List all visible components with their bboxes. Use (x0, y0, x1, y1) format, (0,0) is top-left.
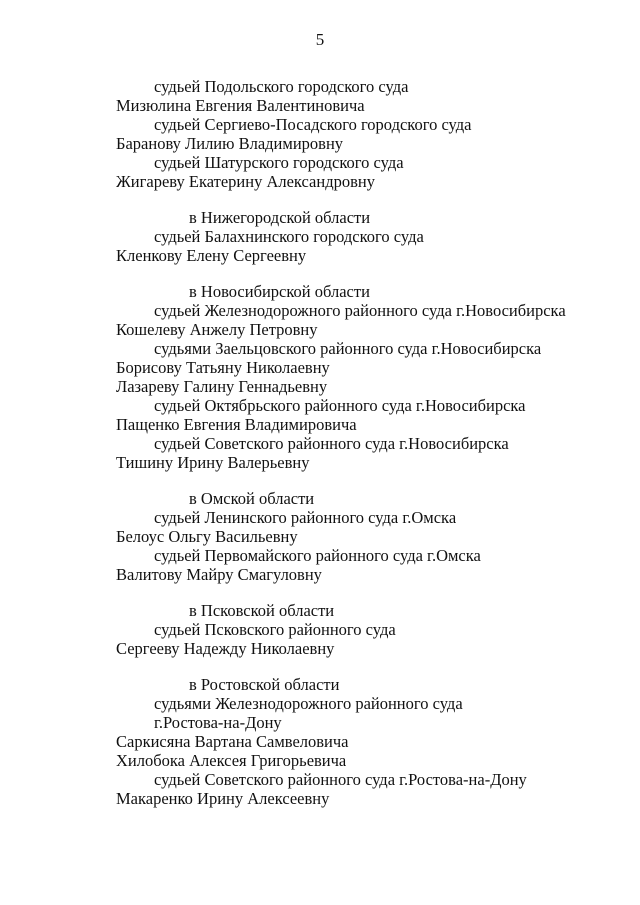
appointee-name: Хилобока Алексея Григорьевича (116, 751, 347, 770)
appointee-name: Саркисяна Вартана Самвеловича (116, 732, 349, 751)
appointee-name: Жигареву Екатерину Александровну (116, 172, 375, 191)
court-position-line: судьей Балахнинского городского суда (154, 227, 424, 246)
appointee-name: Кошелеву Анжелу Петровну (116, 320, 318, 339)
court-position-line: судьей Псковского районного суда (154, 620, 396, 639)
page-number: 5 (315, 30, 325, 49)
court-position-line: судьей Ленинского районного суда г.Омска (154, 508, 457, 527)
appointee-name: Макаренко Ирину Алексеевну (116, 789, 330, 808)
appointee-name: Белоус Ольгу Васильевну (116, 527, 298, 546)
court-position-line: г.Ростова-на-Дону (154, 713, 282, 732)
section-gap (116, 472, 616, 489)
appointee-name: Сергееву Надежду Николаевну (116, 639, 335, 658)
court-position-line: судьей Первомайского районного суда г.Омска (154, 546, 481, 565)
appointee-name: Пащенко Евгения Владимировича (116, 415, 357, 434)
appointee-name: Мизюлина Евгения Валентиновича (116, 96, 365, 115)
court-position-line: судьей Сергиево-Посадского городского суда (154, 115, 472, 134)
section-gap (116, 265, 616, 282)
document-body (116, 77, 616, 808)
court-position-line: судьями Железнодорожного районного суда (154, 694, 463, 713)
court-position-line: судьей Октябрьского районного суда г.Новосибирска (154, 396, 526, 415)
court-position-line: судьей Советского районного суда г.Новосибирска (154, 434, 509, 453)
appointee-name: Кленкову Елену Сергеевну (116, 246, 307, 265)
appointee-name: Баранову Лилию Владимировну (116, 134, 344, 153)
appointee-name: Лазареву Галину Геннадьевну (116, 377, 328, 396)
court-position-line: судьями Заельцовского районного суда г.Новосибирска (154, 339, 542, 358)
appointee-name: Борисову Татьяну Николаевну (116, 358, 330, 377)
court-position-line: судьей Советского районного суда г.Ростова-на-Дону (154, 770, 527, 789)
appointee-name: Валитову Майру Смагуловну (116, 565, 322, 584)
court-position-line: судьей Подольского городского суда (154, 77, 409, 96)
region-heading: в Нижегородской области (189, 208, 371, 227)
court-position-line: судьей Железнодорожного районного суда г.Новосибирска (154, 301, 566, 320)
court-position-line: судьей Шатурского городского суда (154, 153, 404, 172)
appointee-name: Тишину Ирину Валерьевну (116, 453, 310, 472)
region-heading: в Новосибирской области (189, 282, 370, 301)
region-heading: в Омской области (189, 489, 315, 508)
section-gap (116, 584, 616, 601)
region-heading: в Ростовской области (189, 675, 340, 694)
section-gap (116, 191, 616, 208)
section-gap (116, 658, 616, 675)
region-heading: в Псковской области (189, 601, 335, 620)
